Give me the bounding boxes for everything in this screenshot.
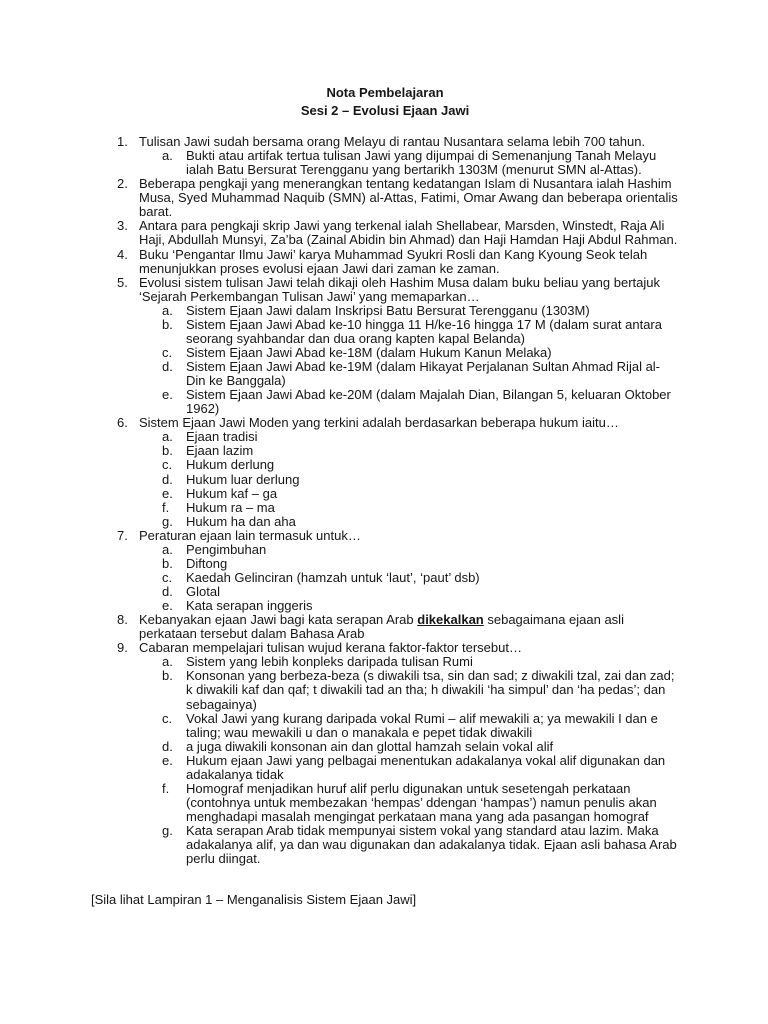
sub-item-text: Sistem yang lebih konpleks daripada tulisan Rumi <box>186 654 473 670</box>
sub-item <box>0 473 768 487</box>
sub-item-letter: a. <box>162 148 173 164</box>
sub-item-letter: e. <box>162 485 173 501</box>
sub-item-text: Kata serapan Arab tidak mempunyai sistem vokal yang standard atau lazim. Maka adakalanya alif, ya dan wau digunakan dan adakalanya tidak. Ejaan asli bahasa Arab perlu diingat. <box>186 823 677 867</box>
item-number: 1. <box>117 134 128 149</box>
sub-item <box>0 585 768 599</box>
document-subtitle: Sesi 2 – Evolusi Ejaan Jawi <box>300 103 470 118</box>
sub-item-letter: e. <box>162 752 173 768</box>
item-text-before: Kebanyakan ejaan Jawi bagi kata serapan Arab <box>139 612 418 628</box>
sub-item-text: Kata serapan inggeris <box>186 598 313 614</box>
sub-item-letter: f. <box>162 780 170 796</box>
sub-item <box>0 543 768 557</box>
sub-item-letter: b. <box>162 443 173 459</box>
sub-item-letter: c. <box>162 344 173 360</box>
item-number: 7. <box>117 527 128 543</box>
sub-item <box>0 388 768 416</box>
item-text: Buku ‘Pengantar Ilmu Jawi’ karya Muhammad Syukri Rosli dan Kang Kyoung Seok telah menunjukkan proses evolusi ejaan Jawi dari zaman ke zaman. <box>139 246 648 276</box>
sub-item-letter: a. <box>162 654 173 670</box>
list-item-1 <box>0 135 768 149</box>
list-item-3 <box>0 219 768 247</box>
sub-item-text: Sistem Ejaan Jawi Abad ke-18M (dalam Hukum Kanun Melaka) <box>186 344 552 360</box>
sub-item-letter: d. <box>162 584 173 599</box>
sub-item <box>0 669 768 711</box>
sub-item <box>0 571 768 585</box>
sub-item <box>0 655 768 669</box>
sub-item <box>0 318 768 346</box>
sub-item <box>0 557 768 571</box>
item-text: Peraturan ejaan lain termasuk untuk… <box>139 527 361 543</box>
sub-item-letter: a. <box>162 429 173 445</box>
sub-item <box>0 501 768 515</box>
sub-item-text: Kaedah Gelinciran (hamzah untuk ‘laut’, ‘paut’ dsb) <box>186 569 480 585</box>
sub-item-text: Diftong <box>186 555 228 571</box>
sub-item-text: Bukti atau artifak tertua tulisan Jawi yang dijumpai di Semenanjung Tanah Melayu ialah Batu Bersurat Terengganu yang bertarikh 1303M (menurut SMN al-Attas). <box>186 148 657 178</box>
item-text: Cabaran mempelajari tulisan wujud kerana faktor-faktor tersebut… <box>139 640 522 656</box>
sub-item-letter: c. <box>162 710 173 726</box>
sub-item-letter: a. <box>162 302 173 318</box>
sub-item <box>0 712 768 740</box>
sub-item-letter: d. <box>162 738 173 754</box>
sub-item-text: Ejaan lazim <box>186 443 254 459</box>
sub-item-letter: g. <box>162 823 173 839</box>
item-number: 3. <box>117 218 128 234</box>
sub-item-text: Sistem Ejaan Jawi dalam Inskripsi Batu Bersurat Terengganu (1303M) <box>186 302 590 318</box>
item-text: Sistem Ejaan Jawi Moden yang terkini adalah berdasarkan beberapa hukum iaitu… <box>139 415 619 431</box>
sub-item-text: Konsonan yang berbeza-beza (s diwakili tsa, sin dan sad; z diwakili tzal, zai dan zad; k diwakili kaf dan qaf; t diwakili tad an tha; h diwakili ‘ha simpul’ dan ‘ha pedas’; dan sebagainya) <box>186 668 675 712</box>
sub-item <box>0 149 768 177</box>
sub-item-letter: a. <box>162 541 173 557</box>
list-item-9 <box>0 641 768 655</box>
sub-item-text: Hukum kaf – ga <box>186 485 278 501</box>
sub-item-text: Pengimbuhan <box>186 541 267 557</box>
sub-item <box>0 754 768 782</box>
sub-item-text: Sistem Ejaan Jawi Abad ke-10 hingga 11 H/ke-16 hingga 17 M (dalam surat antara seorang syahbandar dan dua orang kapten kapal Belanda) <box>186 316 662 346</box>
sub-item <box>0 346 768 360</box>
item-text: Beberapa pengkaji yang menerangkan tentang kedatangan Islam di Nusantara ialah Hashim Musa, Syed Muhammad Naquib (SMN) al-Attas, Fatimi, Omar Awang dan beberapa orientalis barat. <box>139 176 678 220</box>
item-text-after: sebagaimana ejaan asli perkataan tersebut dalam Bahasa Arab <box>139 612 624 642</box>
sub-item-text: Hukum ejaan Jawi yang pelbagai menentukan adakalanya vokal alif digunakan dan adakalanya tidak <box>186 752 666 782</box>
item-text: Evolusi sistem tulisan Jawi telah dikaji oleh Hashim Musa dalam buku beliau yang bertajuk ‘Sejarah Perkembangan Tulisan Jawi’ yang memaparkan… <box>139 274 660 304</box>
sub-item-letter: f. <box>162 499 170 515</box>
sub-item <box>0 740 768 754</box>
sub-item-text: Sistem Ejaan Jawi Abad ke-19M (dalam Hikayat Perjalanan Sultan Ahmad Rijal al-Din ke Banggala) <box>186 359 661 389</box>
sub-item <box>0 487 768 501</box>
sub-item <box>0 444 768 458</box>
sub-item-text: Hukum ha dan aha <box>186 513 296 529</box>
sub-item-text: Homograf menjadikan huruf alif perlu digunakan untuk sesetengah perkataan (contohnya untuk membezakan ‘hempas’ ddengan ‘hampas’) namun penulis akan menghadapi masalah mengingat perkataan mana yang ada pasangan homograf <box>186 780 657 824</box>
sub-item-text: Glotal <box>186 584 220 599</box>
footer-note: [Sila lihat Lampiran 1 – Menganalisis Sistem Ejaan Jawi] <box>91 892 417 908</box>
item-number: 5. <box>117 274 128 290</box>
sub-item-letter: e. <box>162 598 173 614</box>
sub-item <box>0 782 768 824</box>
item-text <box>139 613 678 641</box>
item-text: Antara para pengkaji skrip Jawi yang terkenal ialah Shellabear, Marsden, Winstedt, Raja Ali Haji, Abdullah Munsyi, Za’ba (Zainal Abidin bin Ahmad) dan Haji Hamdan Haji Abdul Rahman. <box>139 218 678 248</box>
numbered-list <box>0 135 768 866</box>
sub-item <box>0 824 768 866</box>
sub-item-letter: e. <box>162 387 173 403</box>
sub-item-text: Vokal Jawi yang kurang daripada vokal Rumi – alif mewakili a; ya mewakili I dan e taling; wau mewakili u dan o manakala e pepet tidak diwakili <box>186 710 658 740</box>
sub-item <box>0 360 768 388</box>
sub-item <box>0 458 768 472</box>
item-number: 2. <box>117 176 128 192</box>
item-number: 9. <box>117 640 128 656</box>
item-number: 4. <box>117 246 128 262</box>
sub-item-letter: g. <box>162 513 173 529</box>
sub-item <box>0 430 768 444</box>
item-number: 6. <box>117 415 128 431</box>
list-item-5 <box>0 276 768 304</box>
list-item-6 <box>0 416 768 430</box>
sub-item-letter: d. <box>162 359 173 374</box>
sub-item-text: Hukum luar derlung <box>186 471 300 487</box>
item-number: 8. <box>117 612 128 628</box>
sub-item-letter: d. <box>162 471 173 487</box>
document-title: Nota Pembelajaran <box>326 85 444 100</box>
sub-item <box>0 304 768 318</box>
sub-item-letter: b. <box>162 668 173 684</box>
sub-item <box>0 515 768 529</box>
sub-item-text: a juga diwakili konsonan ain dan glottal hamzah selain vokal alif <box>186 738 554 754</box>
sub-item <box>0 599 768 613</box>
list-item-8 <box>0 613 768 641</box>
sub-item-letter: c. <box>162 457 173 473</box>
sub-item-letter: b. <box>162 555 173 571</box>
sub-item-text: Hukum ra – ma <box>186 499 275 515</box>
sub-item-text: Hukum derlung <box>186 457 275 473</box>
sub-item-text: Ejaan tradisi <box>186 429 258 445</box>
document-header <box>0 84 768 120</box>
sub-item-letter: c. <box>162 569 173 585</box>
sub-item-letter: b. <box>162 316 173 332</box>
item-text: Tulisan Jawi sudah bersama orang Melayu di rantau Nusantara selama lebih 700 tahun. <box>139 134 646 149</box>
emphasized-word: dikekalkan <box>417 612 484 628</box>
list-item-2 <box>0 177 768 219</box>
list-item-7 <box>0 529 768 543</box>
list-item-4 <box>0 248 768 276</box>
sub-item-text: Sistem Ejaan Jawi Abad ke-20M (dalam Majalah Dian, Bilangan 5, keluaran Oktober 1962) <box>186 387 671 417</box>
